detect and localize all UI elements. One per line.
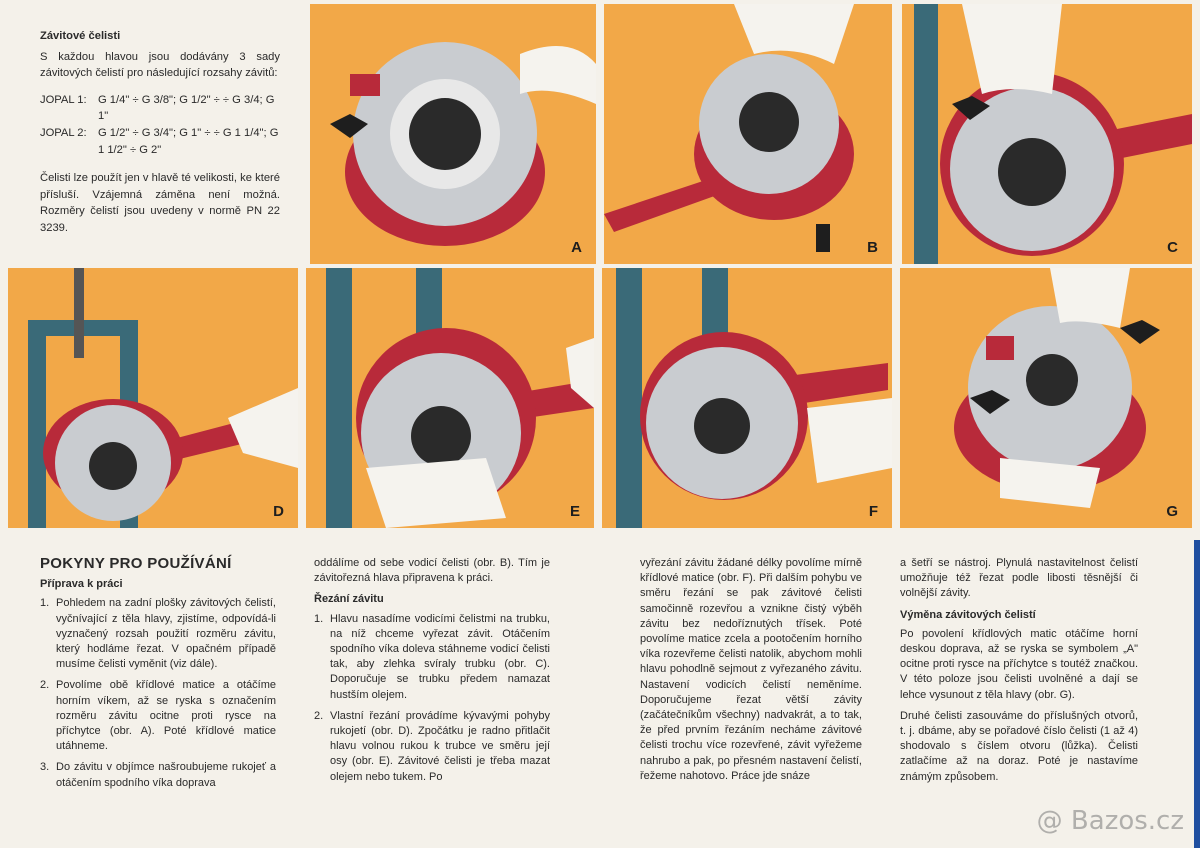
list-number: 2. bbox=[40, 679, 50, 692]
jopal-row bbox=[40, 125, 280, 158]
column-2 bbox=[314, 556, 550, 791]
preparation-list bbox=[40, 596, 276, 790]
list-number: 2. bbox=[314, 709, 324, 722]
subsection-heading: Výměna závitových čelistí bbox=[900, 608, 1036, 621]
list-number: 1. bbox=[314, 612, 324, 625]
photo-b bbox=[604, 4, 892, 264]
list-item bbox=[40, 760, 276, 790]
threading-head-illustration bbox=[8, 268, 298, 528]
jopal-name: JOPAL 1: bbox=[40, 93, 87, 106]
photo-letter: A bbox=[571, 239, 582, 256]
photo-a bbox=[310, 4, 596, 264]
subsection-heading: Příprava k práci bbox=[40, 578, 123, 591]
intro-paragraph-1: S každou hlavou jsou dodávány 3 sady závitových čelistí pro následující rozsahy závitů: bbox=[40, 50, 280, 80]
photo-letter: D bbox=[273, 503, 284, 520]
section-title: POKYNY PRO POUŽÍVÁNÍ bbox=[40, 555, 232, 572]
photo-f bbox=[602, 268, 892, 528]
intro-section bbox=[40, 28, 280, 247]
list-number: 1. bbox=[40, 597, 50, 610]
list-text: Hlavu nasadíme vodicími čelistmi na trubku, na níž chceme vyřezat závit. Otáčením spodního víka doleva stáhneme vodicí čelisti tak, aby zlehka svíraly trubku (obr. C). Doporučuje se trubku předem namazat hustším olejem. bbox=[330, 612, 550, 701]
jopal-name: JOPAL 2: bbox=[40, 126, 87, 139]
subsection-heading: Řezání závitu bbox=[314, 593, 384, 606]
list-text: Povolíme obě křídlové matice a otáčíme horním víkem, až se ryska s označením rozměru závitu ocitne proti rysce na příchytce (obr. A). Poté křídlové matice utáhneme. bbox=[56, 679, 276, 753]
photo-d bbox=[8, 268, 298, 528]
column-4 bbox=[900, 556, 1138, 791]
list-text: Do závitu v objímce našroubujeme rukojeť a otáčením spodního víka doprava bbox=[56, 761, 276, 789]
intro-paragraph-2: Čelisti lze použít jen v hlavě té velikosti, ke které přísluší. Vzájemná záměna není možná. Rozměry čelistí jsou uvedeny v normě PN 22 3239. bbox=[40, 172, 280, 234]
body-text: Po povolení křídlových matic otáčíme horní deskou doprava, až se ryska se symbolem „A" ocitne proti rysce na příchytce s toutéž značkou. V této poloze jsou čelisti uvolněné a dají se lehce vysunout z těla hlavy (obr. G). bbox=[900, 627, 1138, 701]
column-3 bbox=[640, 556, 862, 790]
cutting-list bbox=[314, 612, 550, 785]
photo-letter: E bbox=[569, 503, 580, 520]
list-item bbox=[40, 678, 276, 754]
photo-g bbox=[900, 268, 1192, 528]
photo-c bbox=[902, 4, 1192, 264]
threading-head-illustration bbox=[902, 4, 1192, 264]
column-1 bbox=[40, 556, 276, 797]
threading-head-illustration bbox=[604, 4, 892, 264]
list-item bbox=[40, 596, 276, 672]
list-number: 3. bbox=[40, 761, 50, 774]
body-text: vyřezání závitu žádané délky povolíme mírně křídlové matice (obr. F). Při dalším pohybu ve směru řezání se pak závitové čelisti samočinně rozevřou a vznikne čistý výběh závitu bez nedoříznutých třísek. Poté povolíme matice zcela a pootočením horního víka rozevřeme čelisti natolik, abychom mohli hlavu pohodlně sejmout z vyřezaného závitu. Nastavení vodicích čelistí neměníme. Doporučujeme řezat větší závity (začátečníkům všechny) nadvakrát, a to tak, že před prvním řezáním necháme závitové čelisti trochu více rozevřené, závit vyřežeme nahrubo a pak, po přesném nastavení čelistí, řežeme nahotovo. Práce jde snáze bbox=[640, 557, 862, 782]
body-text: Druhé čelisti zasouváme do příslušných otvorů, t. j. dbáme, aby se pořadové číslo čelisti (1 až 4) shodovalo s číslem otvoru (lůžka). Čelisti zatlačíme až na doraz. Poté je nastavíme známým způsobem. bbox=[900, 709, 1138, 783]
continued-text: a šetří se nástroj. Plynulá nastavitelnost čelistí umožňuje též řezat podle libosti těsnější či volnější závity. bbox=[900, 557, 1138, 600]
jopal-sizes: G 1/4" ÷ G 3/8"; G 1/2" ÷ ÷ G 3/4; G 1" bbox=[98, 93, 275, 123]
list-text: Vlastní řezání provádíme kývavými pohyby rukojetí (obr. D). Zpočátku je radno přitlačit hlavu volnou rukou k trubce ve směru její osy (obr. E). Závitové čelisti je třeba mazat olejem nebo tukem. Po bbox=[330, 709, 550, 783]
page-edge-strip bbox=[1194, 540, 1200, 848]
photo-letter: B bbox=[867, 239, 878, 256]
threading-head-illustration bbox=[306, 268, 594, 528]
photo-letter: F bbox=[868, 503, 878, 520]
photo-e bbox=[306, 268, 594, 528]
list-item bbox=[314, 709, 550, 785]
list-item bbox=[314, 612, 550, 703]
list-text: Pohledem na zadní plošky závitových čelistí, vyčnívající z těla hlavy, zjistíme, odpovídá-li vyznačený rozsah použití rozměru závitu, který hodláme řezat. V opačném případě musíme čelisti vyměnit (viz dále). bbox=[56, 597, 276, 671]
intro-heading: Závitové čelisti bbox=[40, 30, 121, 42]
threading-head-illustration bbox=[602, 268, 892, 528]
threading-head-illustration bbox=[310, 4, 596, 264]
watermark: @ Bazos.cz bbox=[1036, 806, 1184, 836]
jopal-sizes: G 1/2" ÷ G 3/4"; G 1" ÷ ÷ G 1 1/4"; G 1 1/2" ÷ G 2" bbox=[98, 126, 279, 156]
photo-letter: G bbox=[1166, 503, 1178, 520]
continued-text: oddálíme od sebe vodicí čelisti (obr. B). Tím je závitořezná hlava připravena k práci. bbox=[314, 557, 550, 585]
photo-letter: C bbox=[1167, 239, 1178, 256]
jopal-list bbox=[40, 92, 280, 158]
threading-head-illustration bbox=[900, 268, 1192, 528]
jopal-row bbox=[40, 92, 280, 125]
